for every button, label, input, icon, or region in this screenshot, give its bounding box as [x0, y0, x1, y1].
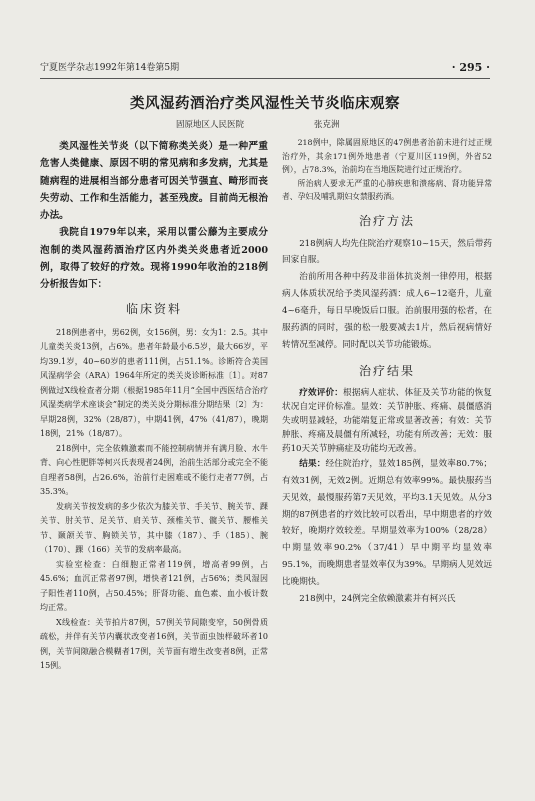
left-column — [40, 138, 268, 674]
body-paragraph: 实验室检查：白细胞正常者119例，增高者99例，占45.6%；血沉正常者97例，增快者121例，占56%；类风湿因子阳性者110例，占50.45%；肝肾功能、血色素、血小板计数均正常。 — [40, 559, 268, 613]
body-paragraph — [282, 456, 492, 591]
body-paragraph: 218例患者中，男62例，女156例，男：女为1：2.5。其中儿童类关炎13例，占6%。患者年龄最小6.5岁，最大66岁，平均39.1岁，40~60岁的患者111例，占51.1%。诊断符合美国风湿病学会（ARA）1964年所定的类关炎诊断标准〔1〕。对87例做过X线检查者分期（根据1985年11月“全国中西医结合治疗风湿类病学术座谈会”制定的类关炎分期标准分期结果〔2〕为：早期28例，32%（28/87），中期41例，47%（41/87），晚期18例，21%（18/87）。 — [40, 327, 268, 439]
journal-name: 宁夏医学杂志1992年第14卷第5期 — [40, 63, 180, 73]
result-label: 结果： — [299, 458, 326, 469]
running-header — [40, 60, 490, 76]
body-paragraph — [282, 386, 492, 456]
institution: 固原地区人民医院 — [176, 120, 245, 130]
intro-paragraph: 类风湿性关节炎（以下简称类关炎）是一种严重危害人类健康、原因不明的常见病和多发病，尤其是随病程的进展相当部分患者可因关节强直、畸形而丧失劳动、工作和生活能力，甚至残废。目前尚无根治办法。 — [40, 141, 268, 222]
intro-paragraph: 我院自1979年以来，采用以雷公藤为主要成分泡制的类风湿药酒治疗区内外类关炎患者近2000例，取得了较好的疗效。现将1990年收治的218例分析报告如下： — [40, 227, 268, 291]
body-paragraph: 所治病人要求无严重的心肺疾患和溃疡病、肾功能异常者、孕妇及哺乳期妇女禁服药酒。 — [282, 178, 492, 201]
page-number: · 295 · — [451, 61, 490, 74]
body-paragraph: 治前所用各种中药及非甾体抗炎剂一律停用，根据病人体质状况给予类风湿药酒：成人6~12毫升，儿童4~6毫升，每日早晚饭后口服。治前服用强的松者，在服药酒的同时，强的松一般要减去1片，然后视病情好转情况至减停。同时配以关节功能锻炼。 — [282, 272, 492, 350]
evaluation-label: 疗效评价： — [299, 387, 344, 398]
body-paragraph: 218例中，除属固原地区的47例患者治前未进行过正规治疗外，其余171例外地患者（宁夏川区119例，外省52例），占78.3%，治前均在当地医院进行过正规治疗。 — [282, 138, 492, 174]
author: 张克洲 — [314, 120, 340, 130]
body-paragraph: X线检查：关节拍片87例，57例关节间隙变窄，50例骨质疏松，并伴有关节内囊状改变者16例，关节面虫蚀样破坏者10例，关节间隙融合模糊者17例，关节面有增生改变者8例，正常15例。 — [40, 617, 268, 671]
article-title: 类风湿药酒治疗类风湿性关节炎临床观察 — [130, 95, 400, 112]
section-heading-clinical-data: 临床资料 — [125, 301, 182, 316]
body-paragraph: 218例病人均先住院治疗观察10~15天，然后带药回家自服。 — [282, 238, 492, 266]
header-rule — [40, 78, 490, 79]
body-paragraph: 发病关节按发病的多少依次为膝关节、手关节、腕关节、踝关节、肘关节、足关节、肩关节、颈椎关节、髋关节、腰椎关节、颞颌关节、胸锁关节，其中膝（187）、手（185）、腕（170）、踝（166）关节的发病率最高。 — [40, 501, 268, 555]
right-column — [282, 136, 492, 608]
section-heading-treatment-results: 治疗结果 — [358, 363, 415, 378]
section-heading-treatment-method: 治疗方法 — [358, 213, 415, 228]
body-paragraph: 218例中，完全依赖激素而不能控制病情并有满月脸、水牛背、向心性肥胖等柯兴氏表现者24例，治前生活部分或完全不能自理者58例，占26.6%，治前行走困难或不能行走者77例，占35.3%。 — [40, 443, 268, 497]
body-paragraph: 218例中，24例完全依赖激素并有柯兴氏 — [299, 594, 456, 605]
evaluation-text: 根据病人症状、体征及关节功能的恢复状况自定评价标准。显效：关节肿胀、疼痛、晨僵感消失或明显减轻，功能端复正常或显著改善；有效：关节肿胀、疼痛及晨僵有所减轻，功能有所改善；无效：服药10天关节肿痛症及功能均无改善。 — [282, 387, 492, 454]
result-text: 经住院治疗，显效185例，显效率80.7%；有效31例，无效2例。近期总有效率99%。最快服药当天见效，最慢服药第7天见效，平均3.1天见效。从分3期的87例患者的疗效比较可以看出，早中期患者的疗效较好，晚期疗效较差。早期显效率为100%（28/28）中期显效率90.2%（37/41）早中期平均显效率95.1%，而晚期患者显效率仅为39%。早期病人见效远比晚期快。 — [282, 458, 492, 588]
